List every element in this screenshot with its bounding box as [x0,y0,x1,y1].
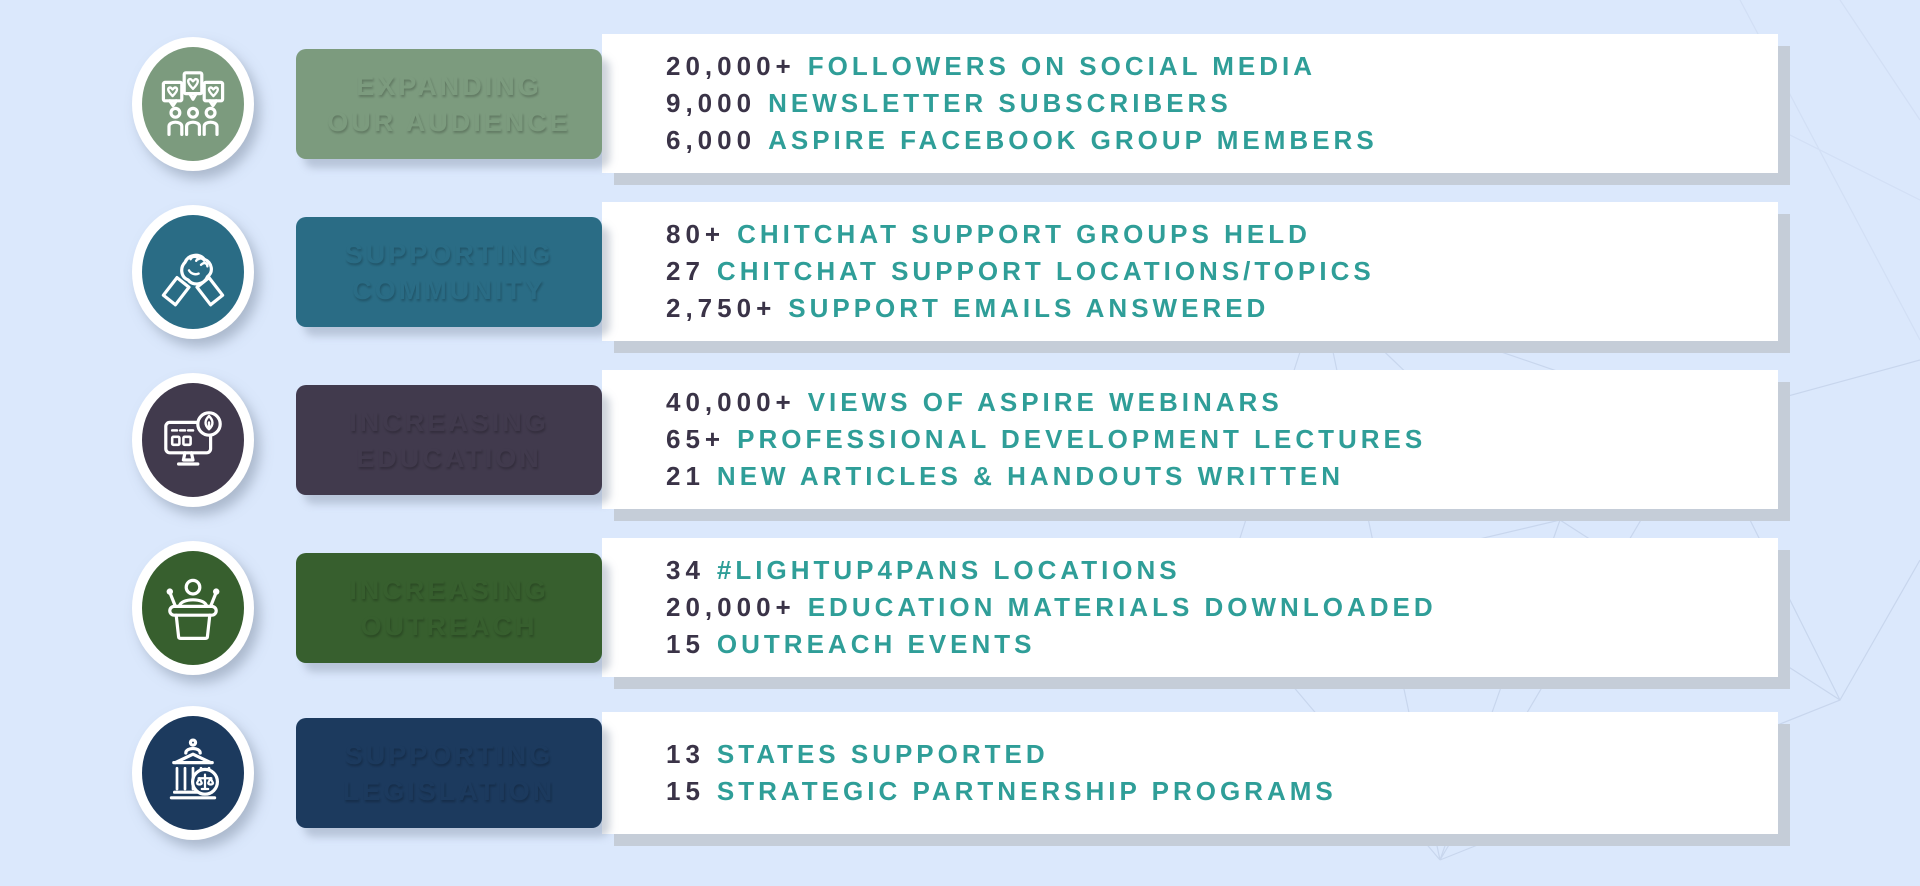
stat-line [666,552,1754,589]
podium-speaker-icon [142,551,244,665]
stat-value: 27 [666,256,705,286]
stat-value: 65+ [666,424,726,454]
stats-card [602,370,1778,509]
category-label [296,718,602,828]
stat-line [666,589,1754,626]
stat-text: SUPPORT EMAILS ANSWERED [788,293,1270,323]
stat-text: FOLLOWERS ON SOCIAL MEDIA [807,51,1317,81]
stat-line [666,122,1754,159]
stat-line [666,48,1754,85]
category-label-line1: EXPANDING [356,70,542,101]
stat-value: 20,000+ [666,51,796,81]
row-increasing-education [132,370,1778,509]
stat-text: NEWSLETTER SUBSCRIBERS [768,88,1232,118]
category-label [296,553,602,663]
row-expanding-our-audience [132,34,1778,173]
stat-value: 34 [666,555,705,585]
webinar-monitor-icon [142,383,244,497]
stat-text: PROFESSIONAL DEVELOPMENT LECTURES [737,424,1427,454]
stat-line [666,736,1754,773]
stat-text: ASPIRE FACEBOOK GROUP MEMBERS [768,125,1378,155]
stat-text: CHITCHAT SUPPORT GROUPS HELD [737,219,1311,249]
stat-value: 13 [666,739,705,769]
stats-card [602,712,1778,834]
stat-line [666,216,1754,253]
stat-value: 40,000+ [666,387,796,417]
stats-card [602,34,1778,173]
stat-line [666,85,1754,122]
stat-rows [132,34,1778,840]
stat-line [666,290,1754,327]
stat-value: 20,000+ [666,592,796,622]
category-label-line1: SUPPORTING [344,238,554,269]
stat-line [666,253,1754,290]
stat-value: 21 [666,461,705,491]
stat-value: 15 [666,776,705,806]
stat-value: 2,750+ [666,293,777,323]
stat-line [666,421,1754,458]
stat-line [666,384,1754,421]
icon-badge [132,205,254,339]
clasped-hands-icon [142,215,244,329]
category-label [296,217,602,327]
stat-text: EDUCATION MATERIALS DOWNLOADED [807,592,1437,622]
category-label [296,385,602,495]
stat-text: STRATEGIC PARTNERSHIP PROGRAMS [716,776,1337,806]
category-label-line1: INCREASING [349,574,549,605]
speech-bubbles-audience-icon [142,47,244,161]
icon-badge [132,541,254,675]
category-label [296,49,602,159]
row-supporting-legislation [132,706,1778,840]
row-increasing-outreach [132,538,1778,677]
icon-badge [132,706,254,840]
stat-line [666,626,1754,663]
category-label-line1: INCREASING [349,406,549,437]
stat-line [666,773,1754,810]
category-label-line2: OUR AUDIENCE [327,106,571,137]
stats-card [602,202,1778,341]
stat-value: 15 [666,629,705,659]
capitol-scales-icon [142,716,244,830]
stat-line [666,458,1754,495]
stat-value: 80+ [666,219,726,249]
stat-text: OUTREACH EVENTS [716,629,1036,659]
category-label-line1: SUPPORTING [344,740,554,770]
stats-card [602,538,1778,677]
stat-text: CHITCHAT SUPPORT LOCATIONS/TOPICS [716,256,1375,286]
category-label-line2: EDUCATION [356,442,542,473]
row-supporting-community [132,202,1778,341]
category-label-line2: LEGISLATION [342,776,556,806]
icon-badge [132,373,254,507]
stat-text: NEW ARTICLES & HANDOUTS WRITTEN [716,461,1345,491]
stat-text: #LIGHTUP4PANS LOCATIONS [716,555,1181,585]
stat-value: 6,000 [666,125,757,155]
category-label-line2: OUTREACH [360,610,538,641]
stat-text: STATES SUPPORTED [716,739,1049,769]
stat-text: VIEWS OF ASPIRE WEBINARS [807,387,1283,417]
stat-value: 9,000 [666,88,757,118]
category-label-line2: COMMUNITY [352,274,546,305]
icon-badge [132,37,254,171]
